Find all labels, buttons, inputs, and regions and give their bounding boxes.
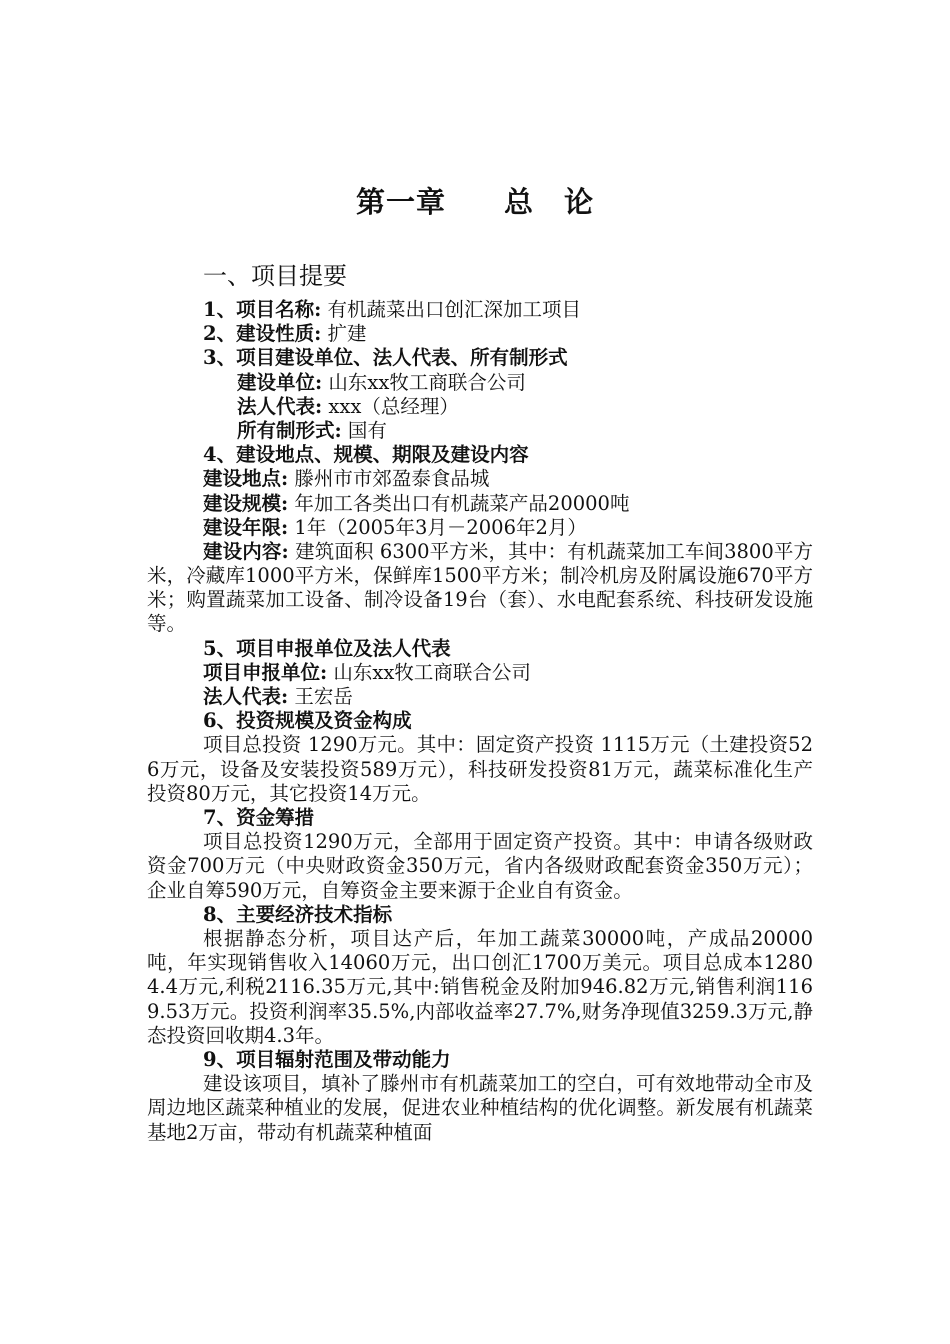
item-construction-content: 建设内容: 建筑面积 6300平方米，其中：有机蔬菜加工车间3800平方米，冷藏库1000平方米，保鲜库1500平方米；制冷机房及附属设施670平方米；购置蔬菜加工设备、制冷设备19台（套）、水电配套系统、科技研发设施等。 — [147, 539, 814, 636]
chapter-title — [0, 180, 950, 221]
item-construction-nature: 2、建设性质: 扩建 — [203, 322, 367, 346]
chapter-number: 第一章 — [355, 185, 446, 219]
item-applicant-unit: 项目申报单位: 山东xx牧工商联合公司 — [203, 660, 531, 684]
item-7-heading: 7、资金筹措 — [203, 806, 315, 830]
item-project-name: 1、项目名称: 有机蔬菜出口创汇深加工项目 — [203, 298, 581, 321]
document-body — [147, 298, 813, 1145]
item-legal-representative: 法人代表: xxx（总经理） — [237, 394, 459, 418]
item-ownership-form: 所有制形式: 国有 — [237, 418, 387, 442]
chapter-name: 总 论 — [504, 185, 595, 219]
item-8-heading: 8、主要经济技术指标 — [203, 902, 393, 926]
item-5-heading: 5、项目申报单位及法人代表 — [203, 636, 451, 660]
item-3-heading: 3、项目建设单位、法人代表、所有制形式 — [203, 346, 568, 370]
item-construction-site: 建设地点: 滕州市市郊盈泰食品城 — [203, 467, 490, 491]
item-construction-scale: 建设规模: 年加工各类出口有机蔬菜产品20000吨 — [203, 491, 630, 515]
item-construction-unit: 建设单位: 山东xx牧工商联合公司 — [237, 370, 526, 394]
item-6-heading: 6、投资规模及资金构成 — [203, 709, 412, 733]
item-applicant-representative: 法人代表: 王宏岳 — [203, 685, 353, 709]
section-heading: 一、项目提要 — [203, 262, 347, 290]
item-8-paragraph: 根据静态分析，项目达产后，年加工蔬菜30000吨，产成品20000吨，年实现销售收入14060万元，出口创汇1700万美元。项目总成本12804.4万元,利税2116.35万元,其中:销售税金及附加946.82万元,销售利润1169.53万元。投资利润率35.5%,内部收益率27.7%,财务净现值3259.3万元,静态投资回收期4.3年。 — [147, 927, 813, 1047]
item-construction-term: 建设年限: 1年（2005年3月－2006年2月） — [203, 515, 587, 539]
item-9-heading: 9、项目辐射范围及带动能力 — [203, 1048, 451, 1072]
item-9-paragraph: 建设该项目，填补了滕州市有机蔬菜加工的空白，可有效地带动全市及周边地区蔬菜种植业的发展，促进农业种植结构的优化调整。新发展有机蔬菜基地2万亩，带动有机蔬菜种植面 — [147, 1072, 813, 1144]
item-4-heading: 4、建设地点、规模、期限及建设内容 — [203, 443, 529, 467]
item-6-paragraph: 项目总投资 1290万元。其中：固定资产投资 1115万元（土建投资526万元，设备及安装投资589万元），科技研发投资81万元，蔬菜标准化生产投资80万元，其它投资14万元。 — [147, 733, 813, 805]
item-7-paragraph: 项目总投资1290万元，全部用于固定资产投资。其中：申请各级财政资金700万元（中央财政资金350万元，省内各级财政配套资金350万元）；企业自筹590万元，自筹资金主要来源于企业自有资金。 — [147, 830, 813, 902]
